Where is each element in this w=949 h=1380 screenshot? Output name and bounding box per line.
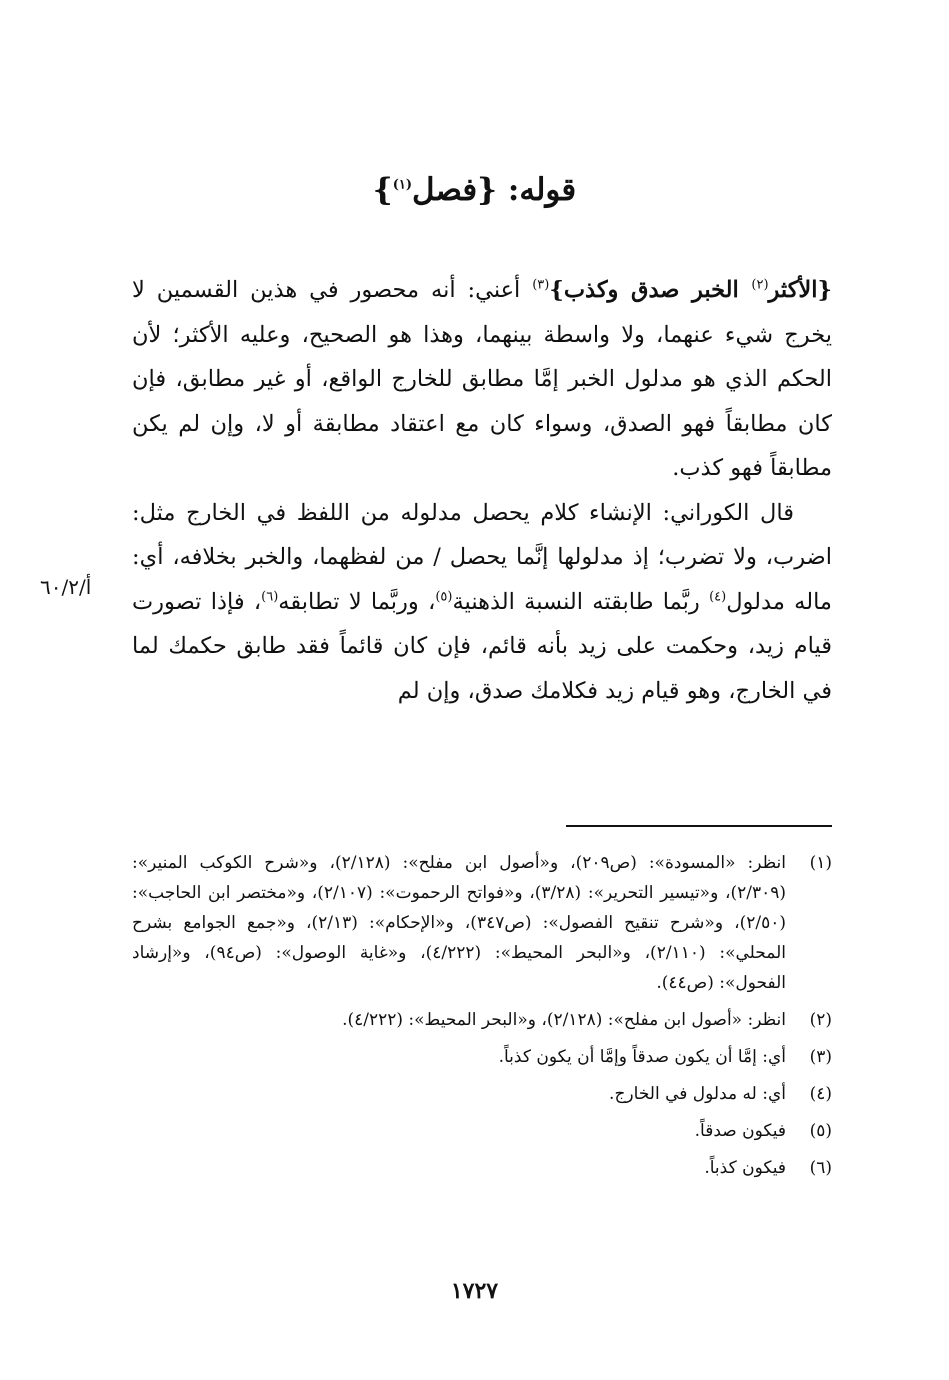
heading-suffix: } (372, 172, 393, 208)
footnote-number: (٤) (809, 1084, 832, 1104)
open-brace: { (817, 277, 832, 303)
footnote-separator (566, 825, 832, 827)
footnote-3 (132, 1042, 832, 1072)
footnote-number: (١) (809, 853, 832, 873)
margin-manuscript-reference: أ/٦٠/٢ (40, 575, 92, 599)
paragraph-1-text: أعني: أنه محصور في هذين القسمين لا يخرج شيء عنهما، ولا واسطة بينهما، وهذا هو الصحيح، وعليه الأكثر؛ لأن الحكم الذي هو مدلول الخبر إمَّا مطابق للخارج الواقع، أو غير مطابق، فإن كان مطابقاً فهو الصدق، وسواء كان مع اعتقاد مطابقة أو لا، وإن لم يكن مطابقاً فهو كذب. (132, 277, 832, 481)
footnote-2 (132, 1005, 832, 1035)
paragraph-2-text-d: ، فإذا تصورت قيام زيد، وحكمت على زيد بأنه قائم، فإن كان قائماً فقد طابق حكمك لما في الخارج، وهو قيام زيد فكلامك صدق، وإن لم (132, 588, 832, 704)
footnote-4 (132, 1079, 832, 1109)
footnote-text: فيكون صدقاً. (694, 1121, 786, 1141)
footnote-text: أي: إمَّا أن يكون صدقاً وإمَّا أن يكون كذباً. (498, 1047, 786, 1067)
paragraph-2 (132, 491, 832, 714)
footnote-1 (132, 848, 832, 998)
footnote-ref-3[interactable]: (٣) (532, 277, 550, 293)
footnote-number: (٦) (809, 1158, 832, 1178)
footnotes (132, 848, 832, 1190)
section-heading (0, 160, 949, 220)
quoted-term-2: الخبر صدق وكذب (563, 277, 752, 303)
paragraph-2-text-b: ربَّما طابقته النسبة الذهنية (452, 588, 710, 615)
footnote-number: (٣) (809, 1047, 832, 1067)
paragraph-2-text-a: قال الكوراني: الإنشاء كلام يحصل مدلوله من اللفظ في الخارج مثل: اضرب، ولا تضرب؛ إذ مدلولها إنَّما يحصل / من لفظهما، والخبر بخلافه، أي: ماله مدلول (132, 499, 832, 615)
footnote-number: (٥) (809, 1121, 832, 1141)
footnote-ref-5[interactable]: (٥) (435, 589, 453, 604)
footnote-ref-1[interactable]: (١) (392, 177, 412, 193)
close-brace: } (549, 277, 564, 303)
heading-prefix: قوله: { (477, 172, 577, 208)
heading-word: فصل (411, 172, 478, 208)
footnote-5 (132, 1116, 832, 1146)
main-text (132, 268, 832, 713)
footnote-text: فيكون كذباً. (704, 1158, 786, 1178)
paragraph-2-text-c: ، وربَّما لا تطابقه (278, 588, 436, 615)
footnote-ref-2[interactable]: (٢) (751, 277, 769, 293)
footnote-ref-4[interactable]: (٤) (709, 589, 727, 604)
footnote-number: (٢) (809, 1010, 832, 1030)
page-number: ١٧٢٧ (450, 1278, 499, 1304)
footnote-text: انظر: «أصول ابن مفلح»: (٢/١٢٨)، و«البحر المحيط»: (٤/٢٢٢). (342, 1010, 786, 1030)
footnote-ref-6[interactable]: (٦) (261, 589, 279, 604)
footnote-text: أي: له مدلول في الخارج. (609, 1084, 786, 1104)
quoted-term-1: الأكثر (768, 277, 818, 303)
footnote-6 (132, 1153, 832, 1183)
paragraph-1 (132, 268, 832, 491)
footnote-text: انظر: «المسودة»: (ص٢٠٩)، و«أصول ابن مفلح»: (٢/١٢٨)، و«شرح الكوكب المنير»: (٢/٣٠٩)، و«تيسير التحرير»: (٣/٢٨)، و«فواتح الرحموت»: (٢/١٠٧)، و«مختصر ابن الحاجب»: (٢/٥٠)، و«شرح تنقيح الفصول»: (ص٣٤٧)، و«الإحكام»: (٢/١٣)، و«جمع الجوامع بشرح المحلي»: (٢/١١٠)، و«البحر المحيط»: (٤/٢٢٢)، و«غاية الوصول»: (ص٩٤)، و«إرشاد الفحول»: (ص٤٤). (132, 853, 787, 993)
